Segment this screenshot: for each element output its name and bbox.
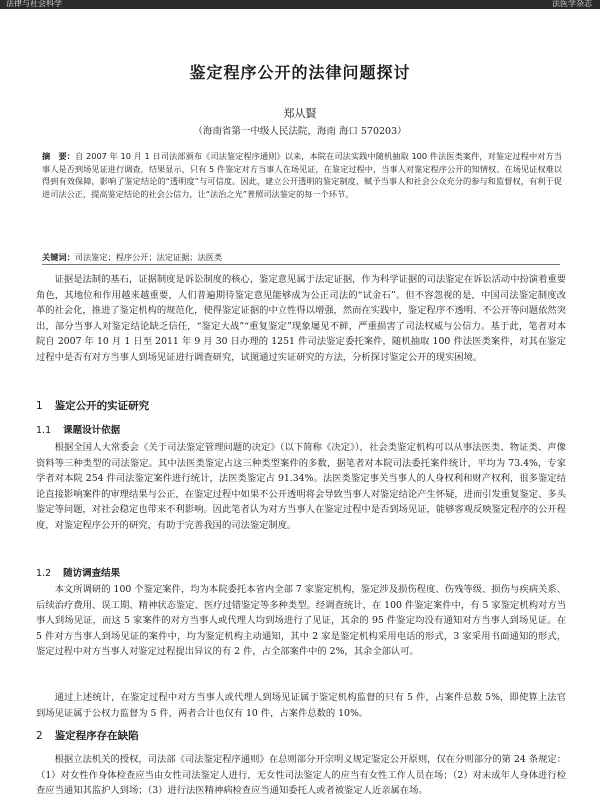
abstract-label: 摘 要： bbox=[42, 151, 76, 161]
summary-paragraph: 通过上述统计，在鉴定过程中对方当事人或代理人到场见证属于鉴定机构监督的只有 5 件，占案件总数 5%，即使算上法官到场见证属于公权力监督为 5 件，两者合计也仅有 10 件，占案件总数的 10%。 bbox=[36, 692, 566, 719]
keywords bbox=[42, 251, 562, 263]
running-header-left: 法律与社会科学 bbox=[6, 0, 62, 8]
section-1-title: 鉴定公开的实证研究 bbox=[54, 400, 150, 412]
author-affiliation: （海南省第一中级人民法院，海南 海口 570203） bbox=[193, 126, 407, 137]
article-title: 鉴定程序公开的法律问题探讨 bbox=[189, 63, 411, 82]
section-2-number: 2 bbox=[36, 730, 43, 742]
section-2-heading bbox=[36, 728, 139, 743]
section-1-heading bbox=[36, 398, 149, 413]
intro-paragraph: 证据是法制的基石，证据制度是诉讼制度的核心，鉴定意见属于法定证据，作为科学证据的司法鉴定在诉讼活动中扮演着重要角色，其地位和作用越来越重要，人们普遍期待鉴定意见能够成为公正司法的“试金石”。但不容忽视的是，中国司法鉴定制度改革的社会化，推进了鉴定机构的规范化，使得鉴定证据的中立性得以增强，然而在实践中，鉴定程序不透明、不公开等问题依然突出，部分当事人对鉴定结论缺乏信任，“鉴定大战”“重复鉴定”现象屡见不鲜，严重损害了司法权威与公信力。基于此，笔者对本院自 2007 年 10 月 1 日至 2011 年 9 月 30 日办理的 1251 件司法鉴定委托案件，随机抽取 100 件法医类案件，对其在鉴定过程中是否有对方当事人到场见证进行调查研究，试图通过实证研究的方法，分析探讨鉴定公开的现实困境。 bbox=[36, 274, 566, 363]
subsection-1-1-title: 课题设计依据 bbox=[63, 425, 121, 436]
subsection-1-2-title: 随访调查结果 bbox=[63, 568, 121, 579]
running-header bbox=[0, 0, 600, 9]
abstract bbox=[42, 150, 562, 200]
abstract-text: 自 2007 年 10 月 1 日司法部颁布《司法鉴定程序通则》以来，本院在司法实践中随机抽取 100 件法医类案件，对鉴定过程中对方当事人是否到场见证进行调查，结果显示，只有 5 件鉴定对方当事人在场见证，在鉴定过程中，当事人对鉴定程序公开的知情权、在场见证权难以得到有效保障，影响了鉴定结论的“透明度”与可信度。因此，建立公开透明的鉴定制度，赋予当事人和社会公众充分的参与和监督权，有利于促进司法公正，提高鉴定结论的社会公信力，让“法治之光”普照司法鉴定的每一个环节。 bbox=[42, 151, 562, 199]
subsection-1-2-heading bbox=[36, 565, 120, 579]
author-name: 郑从賢 bbox=[283, 107, 317, 120]
subsection-1-1-paragraph: 根据全国人大常委会《关于司法鉴定管理问题的决定》（以下简称《决定》），社会类鉴定机构可以从事法医类、物证类、声像资料等三种类型的司法鉴定。其中法医类鉴定占这三种类型案件的多数，据笔者对本院司法委托案件统计，平均为 73.4%，专家学者对本院 254 件司法鉴定案件进行统计，法医类鉴定占 91.34%。法医类鉴定事关当事人的人身权利和财产权利，很多鉴定结论直接影响案件的审理结果与公正，在鉴定过程中如果不公开透明将会导致当事人对鉴定结论产生怀疑，进而引发重复鉴定、多头鉴定等问题，对社会稳定也带来不利影响。因此笔者认为对方当事人在鉴定过程中是否到场见证，能够客观反映鉴定程序的公开程度，对鉴定程序公开的研究，有助于完善我国的司法鉴定制度。 bbox=[36, 442, 566, 531]
subsection-1-1-number: 1.1 bbox=[36, 425, 52, 436]
subsection-1-2-paragraph: 本文所调研的 100 个鉴定案件，均为本院委托本省内全部 7 家鉴定机构，鉴定涉及损伤程度、伤残等级、损伤与疾病关系、后续治疗费用、误工期、精神状态鉴定、医疗过错鉴定等多种类型。经调查统计，在 100 件鉴定案件中，有 5 家鉴定机构对方当事人到场见证，而这 5 家案件的对方当事人或代理人均到场进行了见证，其余的 95 件鉴定均没有通知对方当事人到场见证。在 5 件对方当事人到场见证的案件中，均为鉴定机构主动通知，其中 2 家是鉴定机构采用电话的形式，3 家采用书面通知的形式，鉴定过程中对方当事人对鉴定过程提出异议的有 2 件，占全部案件中的 2%，其余全部认可。 bbox=[36, 584, 566, 657]
section-2-title: 鉴定程序存在缺陷 bbox=[54, 730, 139, 742]
subsection-1-1-heading bbox=[36, 422, 120, 436]
subsection-1-2-number: 1.2 bbox=[36, 568, 52, 579]
running-header-right: 法医学杂志 bbox=[552, 0, 592, 8]
section-2-paragraph: 根据立法机关的授权，司法部《司法鉴定程序通则》在总则部分开宗明义规定鉴定公开原则，仅在分则部分的第 24 条规定：（1）对女性作身体检查应当由女性司法鉴定人进行，无女性司法鉴定人的应当有女性工作人员在场；（2）对未成年人身体进行检查应当通知其监护人到场；（3）进行法医精神病检查应当通知委托人或者被鉴定人近亲属在场。 bbox=[36, 754, 566, 796]
keywords-label: 关键词： bbox=[42, 252, 75, 262]
section-1-number: 1 bbox=[36, 400, 43, 412]
abstract-divider bbox=[42, 264, 560, 265]
keywords-text: 司法鉴定；程序公开；法定证据；法医类 bbox=[74, 252, 223, 262]
